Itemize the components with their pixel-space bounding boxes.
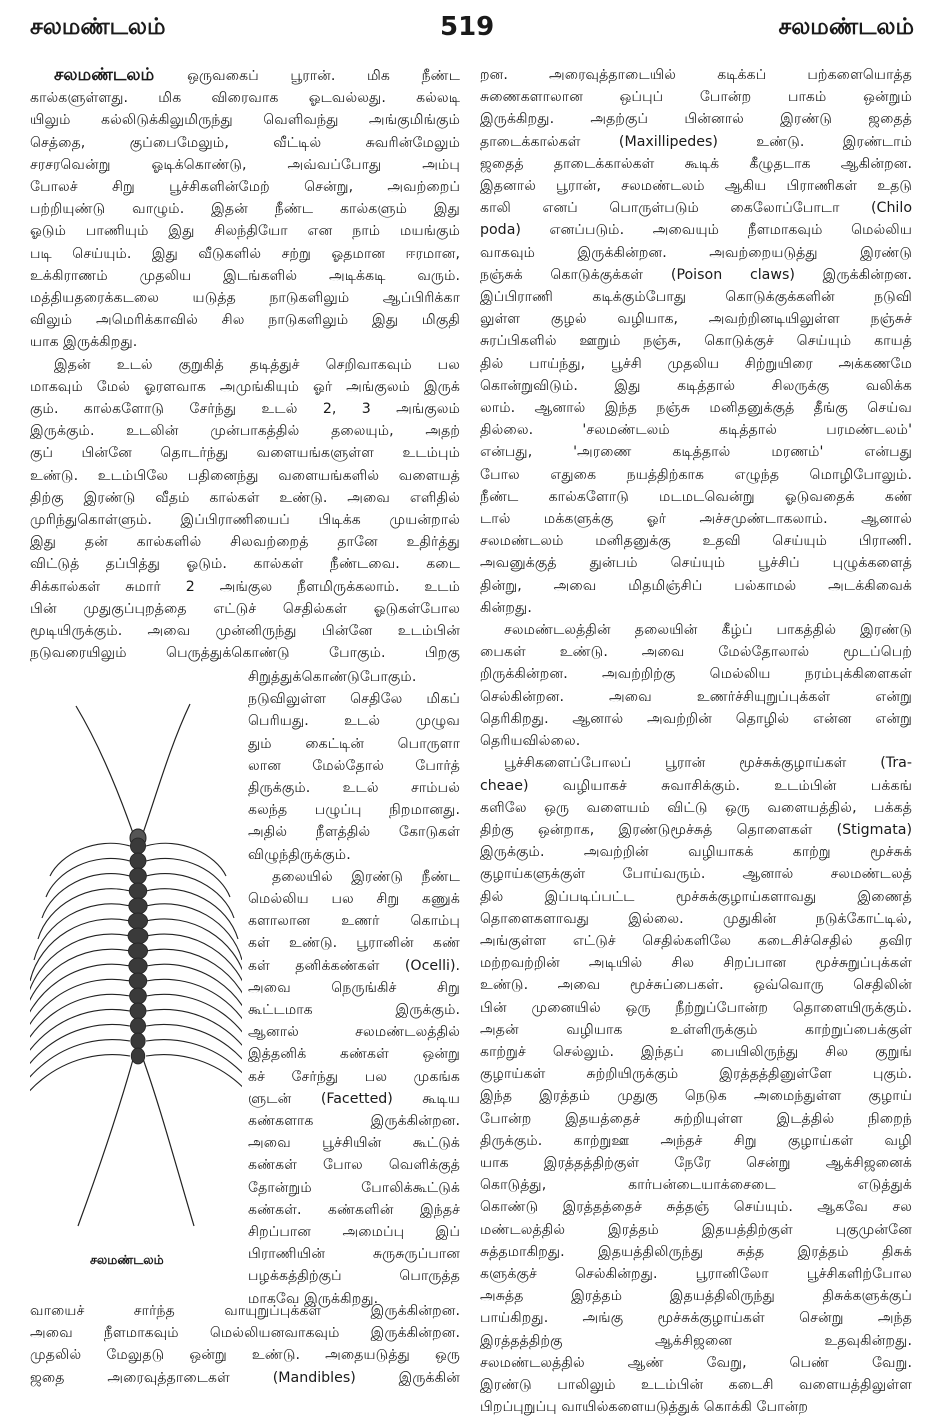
text-line: என்பது, 'அரணை கடித்தால் மரணம்' என்பது bbox=[480, 444, 912, 461]
text-line: விட்டுத் தப்பித்து ஓடும். கால்கள் நீண்டவை. கடை bbox=[30, 556, 460, 573]
text-line: இதன் உடல் குறுகித் தடித்துச் செறிவாகவும் பல bbox=[54, 356, 460, 373]
leg-right bbox=[146, 979, 242, 1065]
antenna-right bbox=[142, 704, 190, 836]
leg-right bbox=[146, 843, 226, 876]
centipede-figure bbox=[30, 686, 242, 1286]
text-line: டால் மக்களுக்கு ஓர் அச்சமுண்டாகலாம். ஆனால் bbox=[480, 511, 912, 528]
text-line: பாய்கிறது. அங்கு மூச்சுக்குழாய்கள் சென்று அந்த bbox=[480, 1310, 912, 1327]
body-segment bbox=[131, 1048, 145, 1064]
text-line: பின் முதுகுப்புறத்தை எட்டுச் செதில்கள் ஓடுகள்போல bbox=[30, 600, 460, 617]
leg-right bbox=[146, 919, 242, 981]
text-line: விழுந்திருக்கும். bbox=[248, 846, 351, 863]
body-segment bbox=[130, 1018, 145, 1034]
text-line: கள் உண்டு. பூரானின் கண் bbox=[248, 935, 460, 952]
text-line: சுரப்பிகளில் ஊறும் நஞ்சு, கொடுக்குச் செய்யும் காயத் bbox=[480, 333, 912, 350]
body-segment bbox=[130, 1003, 146, 1019]
text-line: சுணைகளாலான ஒப்புப் போன்ற பாகம் ஒன்றும் bbox=[480, 89, 912, 106]
text-line: குழாய்கள் சுற்றியிருக்கும் இரத்தத்தினுள்ளே புகும். bbox=[480, 1066, 912, 1083]
text-line: கலந்த பழுப்பு நிறமானது. bbox=[248, 802, 460, 819]
text-line: தில் இப்படிப்பட்ட மூச்சுக்குழாய்களாவது இணைத் bbox=[480, 888, 912, 905]
text-line: இதனால் பூரான், சலமண்டலம் ஆகிய பிராணிகள் உதடு bbox=[480, 178, 912, 195]
text-line: கண்கள். கண்களின் இந்தச் bbox=[248, 1201, 460, 1218]
text-line: இருக்கும். அவற்றின் வழியாகக் காற்று மூச்சுக் bbox=[480, 844, 912, 861]
antenna-left bbox=[76, 706, 134, 836]
leg-left bbox=[50, 843, 130, 876]
body-segment bbox=[128, 913, 147, 929]
text-line: அவை நெருங்கிச் சிறு bbox=[248, 979, 460, 996]
leg-right bbox=[146, 1040, 242, 1149]
text-line: றன. அரைவுத்தாடையில் கடிக்கப் பற்களையொத்த bbox=[480, 67, 912, 83]
text-line: இப்பிராணி கடிக்கும்போது கொடுக்குக்களின் நடுவி bbox=[480, 289, 912, 306]
text-line: லாம். ஆனால் இந்த நஞ்சு மனிதனுக்குத் தீங்கு செய்வ bbox=[480, 400, 912, 417]
text-line: விலும் அமெரிக்காவில் சில நாடுகளிலும் இது மிகுதி bbox=[30, 312, 460, 329]
text-line: பிறப்புறுப்பு வாயில்களையடுத்துக் கொக்கி போன்ற bbox=[480, 1399, 808, 1416]
body-segment bbox=[129, 883, 147, 899]
text-line: கண்களாக இருக்கின்றன. bbox=[248, 1113, 460, 1130]
text-line: நீண்ட கால்களோடு மடமடவென்று ஓடுவதைக் கண் bbox=[480, 488, 912, 505]
text-line: பைகள் உண்டு. அவை மேல்தோலால் மூடப்பெற் bbox=[480, 644, 912, 661]
text-line: சலமண்டலம் மனிதனுக்கு உதவி செய்யும் பிராணி. bbox=[480, 533, 912, 550]
text-line: படி செய்யும். இது வீடுகளில் சற்று ஓதமான ஈரமான, bbox=[30, 245, 460, 262]
text-line: உக்கிராணம் முதலிய இடங்களில் அடிக்கடி வரும். bbox=[30, 267, 460, 284]
text-line: cheae) வழியாகச் சுவாசிக்கும். உடம்பின் பக்கங் bbox=[480, 777, 912, 794]
text-line: நடுவிலுள்ள செதிலே மிகப் bbox=[248, 691, 460, 708]
text-line: சுத்தமாகிறது. இதயத்திலிருந்து சுத்த இரத்தம் திசுக் bbox=[480, 1243, 912, 1260]
body-segment bbox=[130, 838, 145, 854]
text-line: கொன்றுவிடும். இது கடித்தால் சிலருக்கு வலிக்க bbox=[480, 377, 912, 394]
text-line: சலமண்டலத்தின் தலையின் கீழ்ப் பாகத்தில் இரண்டு bbox=[504, 622, 912, 639]
text-line: அசுத்த இரத்தம் இதயத்திலிருந்து திசுக்களுக்குப் bbox=[480, 1288, 912, 1305]
hind-leg-left bbox=[78, 1056, 134, 1226]
text-line: சரசரவென்று ஓடிக்கொண்டு, அவ்வப்போது அம்பு bbox=[30, 156, 460, 173]
text-line: அவை நீளமாகவும் மெல்லியனவாகவும் இருக்கின்றன. bbox=[30, 1325, 460, 1342]
text-line: குப் பின்னே தொடர்ந்து வளையங்களுள்ள உடம்பும் bbox=[30, 445, 460, 462]
text-line: கொண்டு இரத்தத்தைச் சுத்தஞ் செய்யும். ஆகவே சல bbox=[480, 1199, 912, 1216]
text-line: பெரியது. உடல் முழுவ bbox=[248, 713, 460, 730]
text-line: தெரியவில்லை. bbox=[480, 733, 581, 750]
text-line: சலமண்டலத்தில் ஆண் வேறு, பெண் வேறு. bbox=[480, 1354, 912, 1371]
text-line: சிக்கால்கள் சுமார் 2 அங்குல நீளமிருக்கலாம். உடம் bbox=[30, 578, 460, 595]
text-line: இருக்கிறது. அதற்குப் பின்னால் இரண்டு ஜதைத் bbox=[480, 111, 912, 128]
left-column bbox=[30, 64, 460, 664]
text-line: முதலில் மேலுதடு ஒன்று உண்டு. அதையடுத்து ஒரு bbox=[30, 1347, 460, 1364]
headword: சலமண்டலம் bbox=[54, 65, 188, 85]
text-line: தும் கைட்டின் பொருளா bbox=[248, 735, 460, 752]
text-line: செல்கின்றன. அவை உணர்ச்சியுறுப்புக்கள் என்று bbox=[480, 688, 912, 705]
left-column-beside-figure bbox=[248, 666, 460, 1310]
text-line: களுக்குச் செல்கின்றது. பூரானிலோ பூச்சிகளிற்போல bbox=[480, 1265, 912, 1282]
text-line: அதில் நீளத்தில் கோடுகள் bbox=[248, 824, 460, 841]
text-line: கச் சேர்ந்து பல முகங்க bbox=[248, 1068, 460, 1085]
leg-left bbox=[30, 1055, 130, 1170]
text-line: ஜதைத் தாடைக்கால்கள் கூடிக் கீழுதடாக ஆகின்றன. bbox=[480, 155, 912, 172]
text-line: தின்று, அவை மிதமிஞ்சிப் பல்காமல் அடக்கிவைக் bbox=[480, 577, 912, 594]
text-line: திருக்கும். உடல் சாம்பல் bbox=[248, 780, 460, 797]
text-line: அங்குள்ள எட்டுச் செதில்களிலே கடைசிச்செதில் தவிர bbox=[480, 932, 912, 949]
text-line: ஓடும் பாணியும் இது சிலந்தியோ என நாம் மயங்கும் bbox=[30, 223, 460, 240]
text-line: வாகவும் இருக்கின்றன. அவற்றையடுத்து இரண்டு bbox=[480, 244, 912, 261]
text-line: கால்களுள்ளது. மிக விரைவாக ஓடவல்லது. கல்லடி bbox=[30, 90, 460, 107]
text-line: உண்டு. உடம்பிலே பதினைந்து வளையங்களில் வளையத் bbox=[30, 467, 460, 484]
body-segment bbox=[128, 943, 147, 959]
text-line: அதன் வழியாக உள்ளிருக்கும் காற்றுப்பைக்குள் bbox=[480, 1021, 912, 1038]
figure-caption: சலமண்டலம் bbox=[90, 1252, 164, 1267]
body-segment bbox=[128, 928, 148, 944]
text-line: கின்றது. bbox=[480, 599, 532, 616]
text-line: யாக இருக்கிறது. bbox=[30, 334, 138, 351]
text-line: மண்டலத்தில் இரத்தம் இதயத்திற்குள் புகுமுன்னே bbox=[480, 1221, 912, 1238]
text-line: மெல்லிய பல சிறு கணுக் bbox=[248, 891, 460, 908]
text-line: பழக்கத்திற்குப் பொருத்த bbox=[248, 1268, 460, 1285]
leg-right bbox=[146, 934, 242, 1002]
text-line: பின் முனையில் ஒரு நீற்றுப்போன்ற தொளையிருக்கும். bbox=[480, 999, 912, 1016]
text-line: களிலே ஒரு வளையம் விட்டு ஒரு வளையத்தில், பக்கத் bbox=[480, 799, 912, 816]
headword-line: சலமண்டலம் ஒருவகைப் பூரான். மிக நீண்ட bbox=[54, 65, 460, 85]
text-line: கூட்டமாக இருக்கும். bbox=[248, 1002, 460, 1019]
text-line: மூடியிருக்கும். அவை முன்னிருந்து பின்னே உடம்பின் bbox=[30, 623, 460, 640]
body-segment bbox=[130, 988, 147, 1004]
text-line: தில் பாய்ந்து, பூச்சி முதலிய சிற்றுயிரை அக்கணமே bbox=[480, 355, 912, 372]
text-line: தாடைக்கால்கள் (Maxillipedes) உண்டு. இரண்டாம் bbox=[480, 133, 912, 150]
text-line: தில்லை. 'சலமண்டலம் கடித்தால் பரமண்டலம்' bbox=[480, 422, 912, 439]
text-line: செத்தை, குப்பைமேலும், வீட்டில் சுவரின்மேலும் bbox=[30, 134, 460, 151]
text-line: பற்றியுண்டு வாழும். இதன் நீண்ட கால்களும் இது bbox=[30, 201, 460, 218]
body-segment bbox=[130, 868, 147, 884]
text-line: தொளைகளாவது இல்லை. முதுகின் நடுக்கோட்டில், bbox=[480, 910, 912, 927]
text-line: காற்றுச் செல்லும். இந்தப் பையிலிருந்து சில குறுங் bbox=[480, 1043, 912, 1060]
text-line: றிருக்கின்றன. அவற்றிற்கு மெல்லிய நரம்புக்கிளைகள் bbox=[480, 666, 912, 683]
text-line: இரத்தத்திற்கு ஆக்சிஜனை உதவுகின்றது. bbox=[480, 1332, 912, 1349]
text-line: போன்ற இதயத்தைச் சுற்றியுள்ள இடத்தில் நிறைந் bbox=[480, 1110, 912, 1127]
text-line: லான மேல்தோல் போர்த் bbox=[248, 757, 460, 774]
leg-left bbox=[34, 904, 130, 960]
leg-right bbox=[146, 994, 242, 1086]
right-column bbox=[480, 64, 912, 1418]
text-line: இரண்டு பாலிலும் உடம்பின் கடைசி வளையத்திலுள்ள bbox=[480, 1376, 912, 1393]
text-line: திற்கு ஒன்றாக, இரண்டுமூச்சுத் தொளைகள் (Stigmata) bbox=[480, 821, 912, 838]
text-line: அவை பூச்சியின் கூட்டுக் bbox=[248, 1135, 460, 1152]
text-line: உண்டு. அவை மூச்சுப்பைகள். ஒவ்வொரு செதிலின் bbox=[480, 977, 912, 994]
text-line: கொடுத்து, கார்பன்டையாக்சைடை எடுத்துக் bbox=[480, 1177, 912, 1194]
text-line: மத்தியதரைக்கடலை யடுத்த நாடுகளிலும் ஆப்பிரிக்கா bbox=[30, 290, 460, 307]
text-line: திற்கு இரண்டு வீதம் கால்கள் உண்டு. அவை எளிதில் bbox=[30, 489, 460, 506]
text-line: பிராணியின் சுருசுருப்பான bbox=[248, 1246, 460, 1263]
body-segment bbox=[130, 853, 146, 869]
text-line: இத்தனிக் கண்கள் ஒன்று bbox=[248, 1046, 460, 1063]
text-line: தோன்றும் போலிக்கூட்டுக் bbox=[248, 1179, 460, 1196]
body-segment bbox=[129, 958, 147, 974]
text-line: ஜதை அரைவுத்தாடைகள் (Mandibles) இருக்கின் bbox=[30, 1369, 460, 1386]
leg-left bbox=[30, 964, 130, 1044]
text-line: இருக்கும். உடலின் முன்பாகத்தில் தலையும், அதற் bbox=[30, 423, 460, 440]
text-line: கள் தனிக்கண்கள் (Ocelli). bbox=[248, 957, 460, 974]
leg-left bbox=[30, 994, 130, 1086]
running-head-left: சலமண்டலம் bbox=[30, 14, 166, 40]
hind-leg-right bbox=[142, 1056, 194, 1226]
leg-left bbox=[30, 919, 130, 981]
text-line: சிறுத்துக்கொண்டுபோகும். bbox=[248, 669, 417, 685]
centipede-illustration bbox=[30, 686, 242, 1246]
text-line: மற்றவற்றின் அடியில் சில சிறப்பான மூச்சுறுப்புக்கள் bbox=[480, 955, 912, 972]
leg-right bbox=[146, 904, 242, 960]
text-line: மாகவும் மேல் ஓரளவாக அமுங்கியும் ஓர் அங்குலம் இருக் bbox=[30, 378, 460, 395]
text-line: போல எதுகை நயத்திற்காக எழுந்த மொழிபோலும். bbox=[480, 466, 912, 483]
text-line: poda) எனப்படும். அவையும் நீளமாகவும் மெல்லிய bbox=[480, 222, 912, 239]
leg-left bbox=[30, 1040, 130, 1149]
text-line: தெரிகிறது. ஆனால் அவற்றின் தொழில் என்ன என்று bbox=[480, 710, 912, 727]
leg-left bbox=[38, 889, 130, 939]
leg-left bbox=[30, 949, 130, 1023]
text-line: கண்கள் போல வெளிக்குத் bbox=[248, 1157, 460, 1174]
text-line: சிறப்பான அமைப்பு இப் bbox=[248, 1224, 460, 1241]
running-head-right: சலமண்டலம் bbox=[778, 14, 914, 40]
text-line: களாலான உணர் கொம்பு bbox=[248, 913, 460, 930]
page-header bbox=[0, 0, 940, 56]
text-line: தலையில் இரண்டு நீண்ட bbox=[272, 868, 460, 885]
text-line: முரிந்துகொள்ளும். இப்பிராணியைப் பிடிக்க முயன்றால் bbox=[30, 512, 460, 529]
body-segment bbox=[129, 973, 147, 989]
left-column-bottom bbox=[30, 1300, 460, 1389]
page-number: 519 bbox=[440, 12, 495, 42]
text-line: மாகவே இருக்கிறது. bbox=[248, 1290, 379, 1307]
text-line: இந்த இரத்தம் முதுகு நெடுக அமைந்துள்ள குழாய் bbox=[480, 1088, 912, 1105]
text-line: ளுடன் (Facetted) கூடிய bbox=[248, 1090, 460, 1107]
text-line: லுள்ள குழல் வழியாக, அவற்றினடியிலுள்ள நஞ்சுச் bbox=[480, 311, 912, 328]
body-segment bbox=[131, 1033, 145, 1049]
text-line: நடுவரையிலும் பெருத்துக்கொண்டு போகும். பிறகு bbox=[30, 645, 460, 662]
text-line: ஆனால் சலமண்டலத்தில் bbox=[248, 1024, 460, 1041]
text-line: வாயைச் சார்ந்த வாயுறுப்புக்கள் இருக்கின்றன. bbox=[30, 1303, 460, 1319]
text-line: யிலும் கல்லிடுக்கிலுமிருந்து வெளிவந்து அங்குமிங்கும் bbox=[30, 112, 460, 129]
body-segment bbox=[129, 898, 147, 914]
text-line: திருக்கும். காற்றுஊ அந்தச் சிறு குழாய்கள் வழி bbox=[480, 1132, 912, 1149]
text-line: அவனுக்குத் துன்பம் செய்யும் பூச்சிப் புழுக்களைத் bbox=[480, 555, 912, 572]
text-line: குழாய்களுக்குள் போய்வரும். ஆனால் சலமண்டலத் bbox=[480, 866, 912, 883]
text-line: காலி எனப் பொருள்படும் கைலோப்போடா (Chilo bbox=[480, 200, 912, 217]
text-line: யாக இரத்தத்திற்குள் நேரே சென்று ஆக்சிஜனைக் bbox=[480, 1154, 912, 1171]
text-line: போலச் சிறு பூச்சிகளின்மேற் சென்று, அவற்றைப் bbox=[30, 179, 460, 196]
text-line: நஞ்சுக் கொடுக்குக்கள் (Poison claws) இருக்கின்றன. bbox=[480, 266, 912, 283]
leg-right bbox=[146, 889, 238, 939]
text-line: கும். கால்களோடு சேர்ந்து உடல் 2, 3 அங்குலம் bbox=[30, 401, 460, 418]
text-line: பூச்சிகளைப்போலப் பூரான் மூச்சுக்குழாய்கள் (Tra- bbox=[504, 755, 912, 772]
text-line: இது தன் கால்களில் சிலவற்றைத் தானே உதிர்த்து bbox=[30, 534, 460, 551]
